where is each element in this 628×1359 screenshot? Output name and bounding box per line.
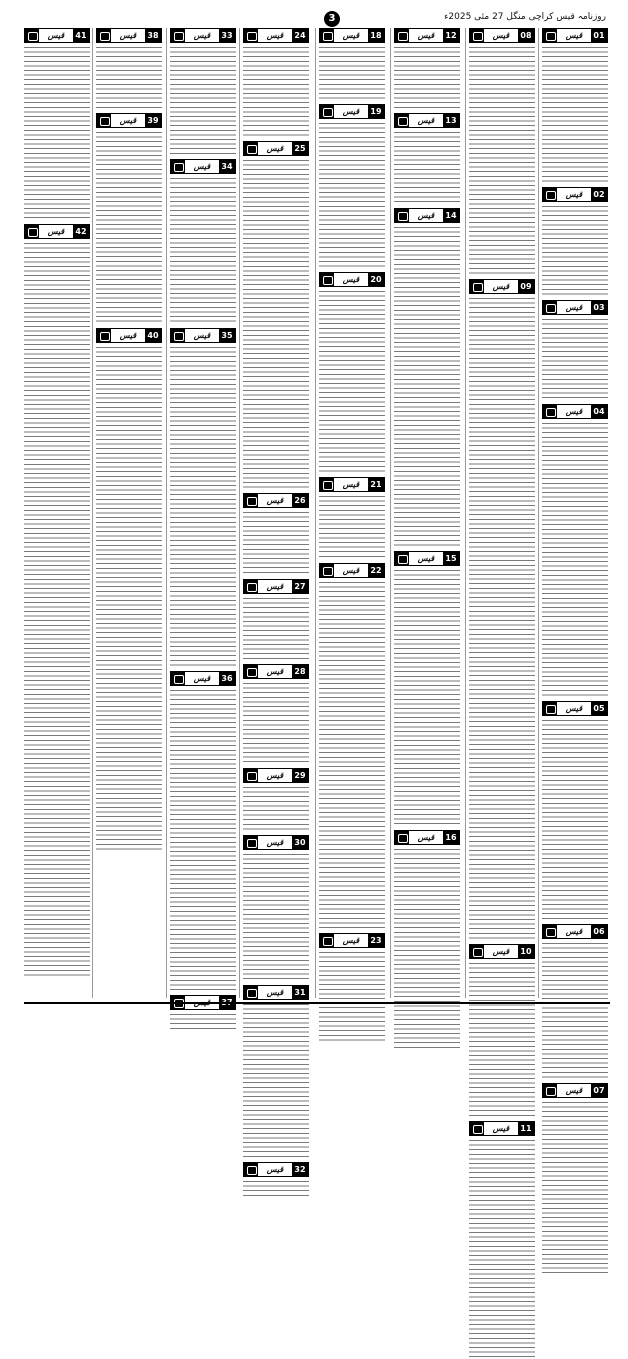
notice-40 (96, 328, 162, 851)
publication-logo-icon (97, 29, 111, 42)
notice-body-text (542, 45, 608, 183)
notice-number: 35 (219, 329, 235, 342)
notice-title: قیس (266, 1164, 284, 1174)
notice-title: قیس (266, 496, 284, 506)
notice-title: قیس (492, 31, 510, 40)
notice-header (243, 579, 309, 594)
notice-03 (542, 300, 608, 400)
publication-logo-icon (320, 564, 334, 577)
notice-number: 39 (145, 114, 161, 127)
notice-title: قیس (119, 116, 137, 126)
notice-04 (542, 404, 608, 697)
notice-title: قیس (492, 947, 510, 956)
notice-header (243, 493, 309, 508)
notice-25 (243, 141, 309, 489)
notice-39 (96, 113, 162, 323)
notice-title: قیس (266, 837, 284, 847)
notice-header (542, 187, 608, 202)
notice-27 (243, 579, 309, 660)
masthead-date-line: روزنامہ قیس کراچی منگل 27 مئی 2025ء (444, 12, 606, 22)
notice-body-text (319, 950, 385, 1042)
notice-24 (243, 28, 309, 137)
notice-title: قیس (342, 565, 360, 575)
notice-33 (170, 28, 236, 155)
notice-body-text (243, 681, 309, 764)
masthead (24, 10, 610, 28)
notice-body-text (319, 289, 385, 473)
notice-18 (319, 28, 385, 100)
notice-28 (243, 664, 309, 764)
notice-header (469, 1121, 535, 1136)
column-c2 (469, 28, 535, 1134)
notice-header (394, 830, 460, 845)
notice-title: قیس (417, 116, 435, 126)
column-c4 (319, 28, 385, 998)
notice-42 (24, 224, 90, 977)
column-c7 (96, 28, 162, 998)
notice-header (469, 944, 535, 959)
notice-41 (24, 28, 90, 220)
notice-34 (170, 159, 236, 323)
notice-title: قیس (342, 31, 360, 40)
publication-logo-icon (244, 769, 258, 782)
notice-number: 05 (591, 702, 607, 715)
notice-body-text (542, 718, 608, 920)
notice-08 (469, 28, 535, 275)
notice-title: قیس (492, 282, 510, 291)
notice-title: قیس (266, 31, 284, 40)
notice-title: قیس (47, 31, 65, 40)
publication-logo-icon (470, 29, 484, 42)
column-divider (239, 28, 240, 998)
notice-number: 22 (368, 564, 384, 577)
publication-logo-icon (244, 836, 258, 849)
publication-logo-icon (395, 29, 409, 42)
notice-body-text (394, 225, 460, 547)
notice-number: 28 (292, 665, 308, 678)
publication-logo-icon (543, 29, 557, 42)
publication-logo-icon (543, 405, 557, 418)
notice-title: قیس (342, 107, 360, 117)
bottom-rule (24, 1002, 610, 1004)
notice-body-text (96, 130, 162, 323)
notice-title: قیس (193, 330, 211, 340)
notice-body-text (542, 317, 608, 400)
notice-body-text (170, 45, 236, 155)
publication-logo-icon (320, 478, 334, 491)
notice-22 (319, 563, 385, 930)
notice-title: قیس (266, 581, 284, 591)
notice-header (319, 104, 385, 119)
publication-logo-icon (395, 552, 409, 565)
notice-header (170, 328, 236, 343)
notice-title: قیس (266, 144, 284, 153)
column-c1 (542, 28, 608, 1096)
notice-number: 02 (591, 188, 607, 201)
notice-12 (394, 28, 460, 109)
notice-11 (469, 1121, 535, 1359)
notice-09 (469, 279, 535, 940)
notice-header (243, 835, 309, 850)
publication-logo-icon (320, 105, 334, 118)
column-c3 (394, 28, 460, 998)
notice-body-text (243, 785, 309, 831)
notice-title: قیس (565, 190, 583, 199)
notice-header (170, 159, 236, 174)
notice-number: 24 (292, 29, 308, 42)
publication-logo-icon (244, 29, 258, 42)
notice-number: 33 (219, 29, 235, 42)
notice-header (170, 671, 236, 686)
notice-19 (319, 104, 385, 268)
notice-body-text (96, 45, 162, 109)
notice-body-text (469, 961, 535, 1117)
publication-logo-icon (244, 142, 258, 155)
notice-header (243, 1162, 309, 1177)
notice-body-text (170, 176, 236, 323)
notice-07 (542, 1083, 608, 1275)
publication-logo-icon (543, 925, 557, 938)
publication-logo-icon (395, 831, 409, 844)
notice-body-text (319, 494, 385, 558)
notice-number: 10 (518, 945, 534, 958)
notice-body-text (243, 158, 309, 489)
publication-logo-icon (171, 329, 185, 342)
notice-header (542, 1083, 608, 1098)
notice-number: 23 (368, 934, 384, 947)
notice-body-text (170, 688, 236, 992)
notice-number: 36 (219, 672, 235, 685)
notice-title: قیس (266, 987, 284, 997)
notice-37 (170, 995, 236, 1030)
notice-header (394, 28, 460, 43)
notice-number: 41 (73, 29, 89, 42)
notice-header (542, 924, 608, 939)
notice-number: 26 (292, 494, 308, 507)
notice-number: 21 (368, 478, 384, 491)
notice-15 (394, 551, 460, 826)
publication-logo-icon (470, 1122, 484, 1135)
notice-30 (243, 835, 309, 981)
notice-title: قیس (193, 162, 211, 172)
notice-body-text (469, 45, 535, 275)
page-number: 3 (324, 11, 340, 27)
notice-title: قیس (342, 275, 360, 285)
notice-number: 08 (518, 29, 534, 42)
notice-header (243, 768, 309, 783)
publication-logo-icon (320, 29, 334, 42)
notice-header (394, 113, 460, 128)
notice-body-text (394, 45, 460, 109)
notice-number: 15 (443, 552, 459, 565)
notice-body-text (394, 130, 460, 204)
notice-header (24, 224, 90, 239)
notice-body-text (542, 1100, 608, 1275)
notice-header (243, 28, 309, 43)
notice-body-text (394, 568, 460, 826)
notice-title: قیس (266, 770, 284, 780)
notice-header (319, 933, 385, 948)
notice-title: قیس (565, 31, 583, 40)
notice-body-text (243, 596, 309, 660)
notice-title: قیس (492, 1124, 510, 1134)
publication-logo-icon (320, 273, 334, 286)
notice-body-text (24, 241, 90, 977)
notice-number: 29 (292, 769, 308, 782)
notice-number: 18 (368, 29, 384, 42)
notice-header (394, 208, 460, 223)
notice-number: 06 (591, 925, 607, 938)
notice-body-text (394, 847, 460, 1049)
notice-body-text (170, 345, 236, 667)
publication-logo-icon (171, 29, 185, 42)
notice-title: قیس (417, 832, 435, 842)
notice-header (394, 551, 460, 566)
notice-title: قیس (266, 666, 284, 676)
notice-01 (542, 28, 608, 183)
notice-header (319, 563, 385, 578)
notice-05 (542, 701, 608, 920)
notice-38 (96, 28, 162, 109)
publication-logo-icon (25, 29, 39, 42)
notice-number: 25 (292, 142, 308, 155)
notice-title: قیس (119, 330, 137, 340)
publication-logo-icon (543, 188, 557, 201)
column-c5 (243, 28, 309, 1174)
notice-header (542, 701, 608, 716)
notice-number: 03 (591, 301, 607, 314)
notice-body-text (243, 1179, 309, 1197)
notice-number: 20 (368, 273, 384, 286)
notice-title: قیس (565, 1086, 583, 1096)
notice-body-text (243, 45, 309, 137)
column-c6 (170, 28, 236, 998)
notice-header (542, 300, 608, 315)
publication-logo-icon (395, 114, 409, 127)
publication-logo-icon (543, 702, 557, 715)
publication-logo-icon (244, 665, 258, 678)
notice-number: 12 (443, 29, 459, 42)
notice-number: 16 (443, 831, 459, 844)
notice-title: قیس (193, 31, 211, 40)
notice-header (243, 664, 309, 679)
column-divider (390, 28, 391, 998)
publication-logo-icon (543, 1084, 557, 1097)
notice-title: قیس (193, 673, 211, 683)
notice-title: قیس (417, 31, 435, 40)
publication-logo-icon (171, 160, 185, 173)
notice-number: 40 (145, 329, 161, 342)
notice-body-text (243, 1002, 309, 1158)
notice-number: 38 (145, 29, 161, 42)
notice-title: قیس (565, 406, 583, 416)
notice-35 (170, 328, 236, 667)
notice-number: 14 (443, 209, 459, 222)
notice-body-text (319, 45, 385, 100)
notice-number: 07 (591, 1084, 607, 1097)
notice-number: 01 (591, 29, 607, 42)
notice-21 (319, 477, 385, 558)
notice-header (469, 28, 535, 43)
publication-logo-icon (320, 934, 334, 947)
publication-logo-icon (97, 114, 111, 127)
column-c8 (24, 28, 90, 998)
publication-logo-icon (470, 945, 484, 958)
notice-body-text (243, 852, 309, 981)
notice-header (542, 404, 608, 419)
notice-header (542, 28, 608, 43)
notice-header (96, 113, 162, 128)
notice-title: قیس (342, 480, 360, 490)
notice-body-text (243, 510, 309, 574)
publication-logo-icon (25, 225, 39, 238)
notice-header (96, 28, 162, 43)
publication-logo-icon (470, 280, 484, 293)
notice-title: قیس (417, 553, 435, 563)
notice-13 (394, 113, 460, 204)
notice-header (469, 279, 535, 294)
notice-number: 09 (518, 280, 534, 293)
notice-body-text (96, 345, 162, 851)
publication-logo-icon (244, 494, 258, 507)
notice-10 (469, 944, 535, 1117)
publication-logo-icon (395, 209, 409, 222)
notice-body-text (24, 45, 90, 220)
column-divider (92, 28, 93, 998)
notice-title: قیس (565, 303, 583, 312)
notice-title: قیس (342, 936, 360, 946)
notice-body-text (542, 204, 608, 296)
column-divider (166, 28, 167, 998)
notice-body-text (542, 941, 608, 1079)
notice-number: 13 (443, 114, 459, 127)
notice-body-text (542, 421, 608, 697)
column-divider (465, 28, 466, 998)
notice-title: قیس (565, 927, 583, 937)
notice-header (243, 141, 309, 156)
notice-body-text (170, 1012, 236, 1030)
publication-logo-icon (244, 986, 258, 999)
column-divider (538, 28, 539, 998)
notice-02 (542, 187, 608, 296)
notice-body-text (319, 121, 385, 268)
notice-header (319, 28, 385, 43)
notice-number: 34 (219, 160, 235, 173)
notice-header (170, 28, 236, 43)
notice-header (319, 272, 385, 287)
notice-body-text (469, 1138, 535, 1359)
notice-title: قیس (47, 226, 65, 236)
notice-number: 27 (292, 580, 308, 593)
notice-31 (243, 985, 309, 1158)
publication-logo-icon (97, 329, 111, 342)
notice-23 (319, 933, 385, 1042)
notice-32 (243, 1162, 309, 1197)
notice-header (24, 28, 90, 43)
notice-title: قیس (119, 31, 137, 40)
notice-body-text (319, 580, 385, 930)
notice-20 (319, 272, 385, 473)
notice-header (243, 985, 309, 1000)
notice-36 (170, 671, 236, 992)
publication-logo-icon (244, 1163, 258, 1176)
notice-header (319, 477, 385, 492)
notice-number: 11 (518, 1122, 534, 1135)
notice-29 (243, 768, 309, 831)
publication-logo-icon (244, 580, 258, 593)
notice-number: 32 (292, 1163, 308, 1176)
notice-number: 42 (73, 225, 89, 238)
notice-body-text (469, 296, 535, 940)
publication-logo-icon (543, 301, 557, 314)
notice-title: قیس (565, 703, 583, 713)
notice-header (96, 328, 162, 343)
notice-16 (394, 830, 460, 1049)
publication-logo-icon (171, 672, 185, 685)
notice-number: 04 (591, 405, 607, 418)
notice-title: قیس (417, 210, 435, 220)
notice-26 (243, 493, 309, 574)
notice-number: 31 (292, 986, 308, 999)
notice-14 (394, 208, 460, 547)
notice-number: 30 (292, 836, 308, 849)
column-divider (315, 28, 316, 998)
notice-number: 19 (368, 105, 384, 118)
